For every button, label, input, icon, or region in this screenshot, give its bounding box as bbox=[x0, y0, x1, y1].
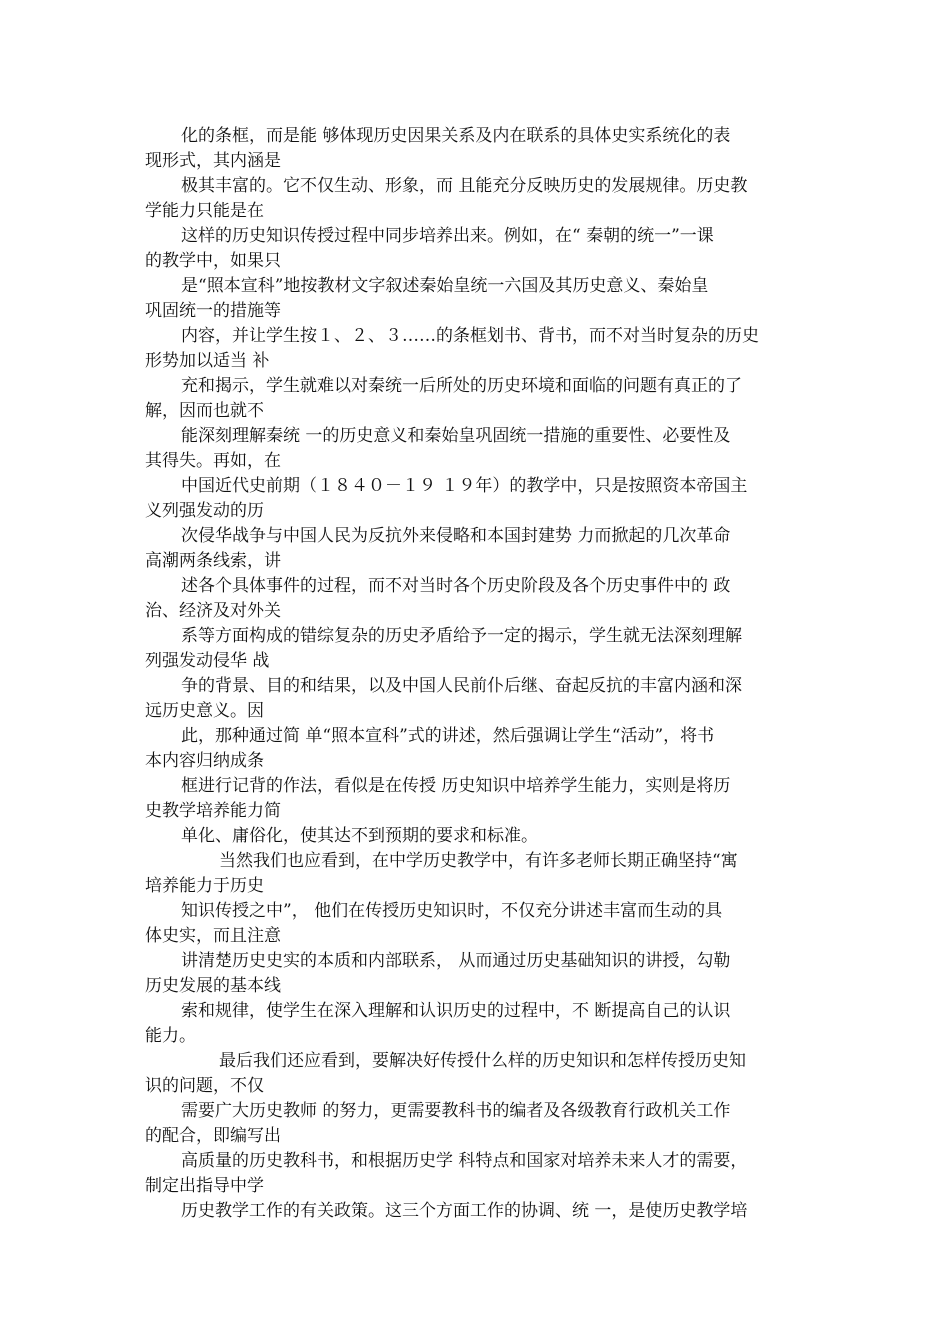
text-line: 其得失。再如，在 bbox=[145, 451, 281, 471]
text-line: 需要广大历史教师 的努力，更需要教科书的编者及各级教育行政机关工作 bbox=[181, 1101, 731, 1121]
text-line: 当然我们也应看到，在中学历史教学中，有许多老师长期正确坚持“寓 bbox=[219, 851, 738, 871]
text-line: 最后我们还应看到，要解决好传授什么样的历史知识和怎样传授历史知 bbox=[219, 1051, 746, 1071]
body-text bbox=[145, 124, 813, 1224]
text-line: 充和揭示，学生就难以对秦统一后所处的历史环境和面临的问题有真正的了 bbox=[181, 376, 742, 396]
text-line: 历史发展的基本线 bbox=[145, 976, 281, 996]
text-line: 形势加以适当 补 bbox=[145, 351, 270, 371]
text-line: 高潮两条线索，讲 bbox=[145, 551, 281, 571]
text-line: 巩固统一的措施等 bbox=[145, 301, 281, 321]
text-line: 义列强发动的历 bbox=[145, 501, 264, 521]
text-line: 的配合，即编写出 bbox=[145, 1126, 281, 1146]
text-line: 化的条框，而是能 够体现历史因果关系及内在联系的具体史实系统化的表 bbox=[181, 126, 731, 146]
text-line: 治、经济及对外关 bbox=[145, 601, 281, 621]
text-line: 极其丰富的。它不仅生动、形象，而 且能充分反映历史的发展规律。历史教 bbox=[181, 176, 748, 196]
text-line: 是“照本宣科”地按教材文字叙述秦始皇统一六国及其历史意义、秦始皇 bbox=[181, 276, 709, 296]
text-line: 单化、庸俗化，使其达不到预期的要求和标准。 bbox=[181, 826, 538, 846]
text-line: 能力。 bbox=[145, 1026, 196, 1046]
text-line: 次侵华战争与中国人民为反抗外来侵略和本国封建势 力而掀起的几次革命 bbox=[181, 526, 731, 546]
text-line: 索和规律，使学生在深入理解和认识历史的过程中，不 断提高自己的认识 bbox=[181, 1001, 731, 1021]
text-line: 框进行记背的作法，看似是在传授 历史知识中培养学生能力，实则是将历 bbox=[181, 776, 731, 796]
text-line: 述各个具体事件的过程，而不对当时各个历史阶段及各个历史事件中的 政 bbox=[181, 576, 731, 596]
text-line: 这样的历史知识传授过程中同步培养出来。例如，在“ 秦朝的统一”一课 bbox=[181, 226, 714, 246]
text-line: 讲清楚历史史实的本质和内部联系， 从而通过历史基础知识的讲授，勾勒 bbox=[181, 951, 731, 971]
text-line: 史教学培养能力简 bbox=[145, 801, 281, 821]
text-line: 争的背景、目的和结果，以及中国人民前仆后继、奋起反抗的丰富内涵和深 bbox=[181, 676, 742, 696]
text-line: 列强发动侵华 战 bbox=[145, 651, 270, 671]
text-line: 的教学中，如果只 bbox=[145, 251, 281, 271]
text-line: 体史实，而且注意 bbox=[145, 926, 281, 946]
text-line: 历史教学工作的有关政策。这三个方面工作的协调、统 一，是使历史教学培 bbox=[181, 1201, 748, 1221]
text-line: 培养能力于历史 bbox=[145, 876, 264, 896]
text-line: 现形式，其内涵是 bbox=[145, 151, 281, 171]
text-line: 解，因而也就不 bbox=[145, 401, 264, 421]
text-line: 系等方面构成的错综复杂的历史矛盾给予一定的揭示，学生就无法深刻理解 bbox=[181, 626, 742, 646]
text-line: 此，那种通过简 单“照本宣科”式的讲述，然后强调让学生“活动”，将书 bbox=[181, 726, 715, 746]
text-line: 高质量的历史教科书，和根据历史学 科特点和国家对培养未来人才的需要， bbox=[181, 1151, 748, 1171]
text-line: 本内容归纳成条 bbox=[145, 751, 264, 771]
text-line: 知识传授之中”， 他们在传授历史知识时，不仅充分讲述丰富而生动的具 bbox=[181, 901, 723, 921]
text-line: 中国近代史前期（１８４０－１９ １９年）的教学中，只是按照资本帝国主 bbox=[181, 476, 748, 496]
text-line: 识的问题，不仅 bbox=[145, 1076, 264, 1096]
text-line: 内容，并让学生按１、２、３……的条框划书、背书，而不对当时复杂的历史 bbox=[181, 326, 759, 346]
text-line: 能深刻理解秦统 一的历史意义和秦始皇巩固统一措施的重要性、必要性及 bbox=[181, 426, 731, 446]
text-line: 远历史意义。因 bbox=[145, 701, 264, 721]
text-line: 制定出指导中学 bbox=[145, 1176, 264, 1196]
text-line: 学能力只能是在 bbox=[145, 201, 264, 221]
